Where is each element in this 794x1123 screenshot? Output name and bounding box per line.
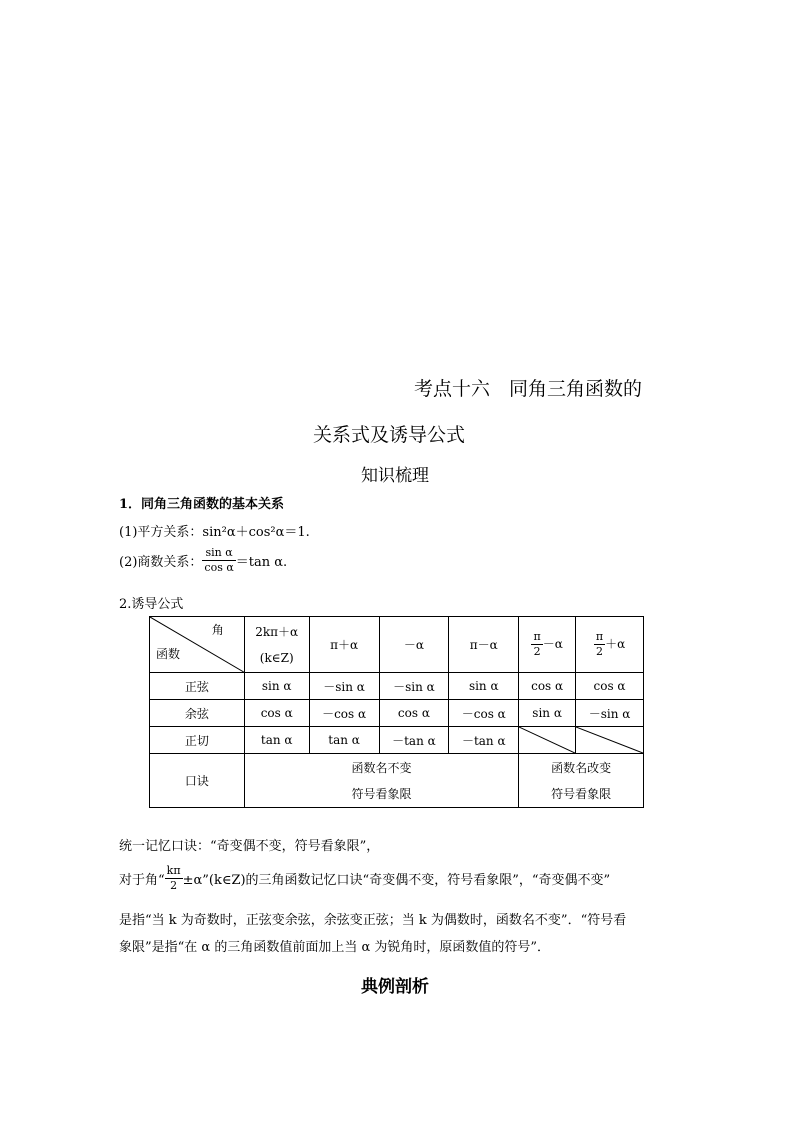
table-row (150, 673, 644, 700)
square-relation (119, 521, 310, 540)
table-cell: －tan α (379, 727, 449, 754)
table-cell: －cos α (449, 700, 519, 727)
mnemonic-cell-right: 函数名改变 符号看象限 (519, 754, 644, 808)
item-1-heading: 1．同角三角函数的基本关系 (119, 497, 285, 512)
square-label: (1)平方关系： (119, 525, 203, 540)
empty-diagonal-cell (519, 727, 576, 754)
table-cell: cos α (379, 700, 449, 727)
quotient-fraction: $\frac{\text{sin α}}{\text{cos α}}$ (204, 546, 234, 574)
table-cell: －sin α (379, 673, 449, 700)
table-cell: cos α (244, 700, 309, 727)
mnemonic-row (150, 754, 644, 808)
table-cell: sin α (244, 673, 309, 700)
table-cell: sin α (449, 673, 519, 700)
header-cell: $\frac{\pi}{2}$ ＋α (576, 617, 644, 673)
corner-cell (150, 617, 245, 673)
header-cell: π－α (449, 617, 519, 673)
header-cell: －α (379, 617, 449, 673)
table-cell: tan α (309, 727, 379, 754)
para-line-4: 象限”是指“在 α 的三角函数值前面加上当 α 为锐角时，原函数值的符号”． (119, 940, 551, 955)
table-cell: cos α (576, 673, 644, 700)
table-cell: sin α (519, 700, 576, 727)
table-cell: －tan α (449, 727, 519, 754)
table-cell: －cos α (309, 700, 379, 727)
table-cell: tan α (244, 727, 309, 754)
table-row (150, 727, 644, 754)
row-label: 正切 (150, 727, 245, 754)
title-line-2: 关系式及诱导公式 (313, 424, 466, 446)
header-cell: $\frac{\pi}{2}$ －α (519, 617, 576, 673)
induction-formula-table (149, 616, 644, 808)
mnemonic-cell-left: 函数名不变 符号看象限 (244, 754, 518, 808)
empty-diagonal-cell (576, 727, 644, 754)
k-pi-over-2-fraction: $\frac{k\pi}{2}$ (166, 864, 181, 892)
row-label: 余弦 (150, 700, 245, 727)
item-2-heading: 2.诱导公式 (119, 597, 184, 612)
corner-top-label: 角 (211, 623, 224, 637)
section-heading-knowledge: 知识梳理 (361, 466, 429, 486)
table-cell: －sin α (309, 673, 379, 700)
table-row (150, 700, 644, 727)
header-cell: 2kπ＋α (k∈Z) (244, 617, 309, 673)
table-cell: －sin α (576, 700, 644, 727)
quotient-relation (119, 546, 287, 575)
diagonal-line (519, 727, 575, 753)
table-header-row (150, 617, 644, 673)
para-line-2: 对于角“ $\frac{k\pi}{2}$ ±α”(k∈Z)的三角函数记忆口诀“奇变偶不变，符号看象限”，“奇变偶不变” (119, 864, 611, 892)
row-label: 正弦 (150, 673, 245, 700)
corner-bottom-label: 函数 (156, 647, 181, 661)
square-formula: sin²α＋cos²α＝1. (202, 525, 310, 540)
section-heading-examples: 典例剖析 (361, 977, 429, 997)
table-cell: cos α (519, 673, 576, 700)
header-cell: π＋α (309, 617, 379, 673)
para-line-1: 统一记忆口诀：“奇变偶不变，符号看象限”， (119, 839, 380, 854)
title-line-1: 考点十六 同角三角函数的 (414, 378, 643, 400)
quotient-rest: ＝tan α. (235, 555, 288, 570)
row-label: 口诀 (150, 754, 245, 808)
diagonal-line (576, 727, 643, 753)
quotient-label: (2)商数关系： (119, 555, 203, 570)
para-line-3: 是指“当 k 为奇数时，正弦变余弦，余弦变正弦；当 k 为偶数时，函数名不变”．“符号看 (119, 913, 627, 928)
